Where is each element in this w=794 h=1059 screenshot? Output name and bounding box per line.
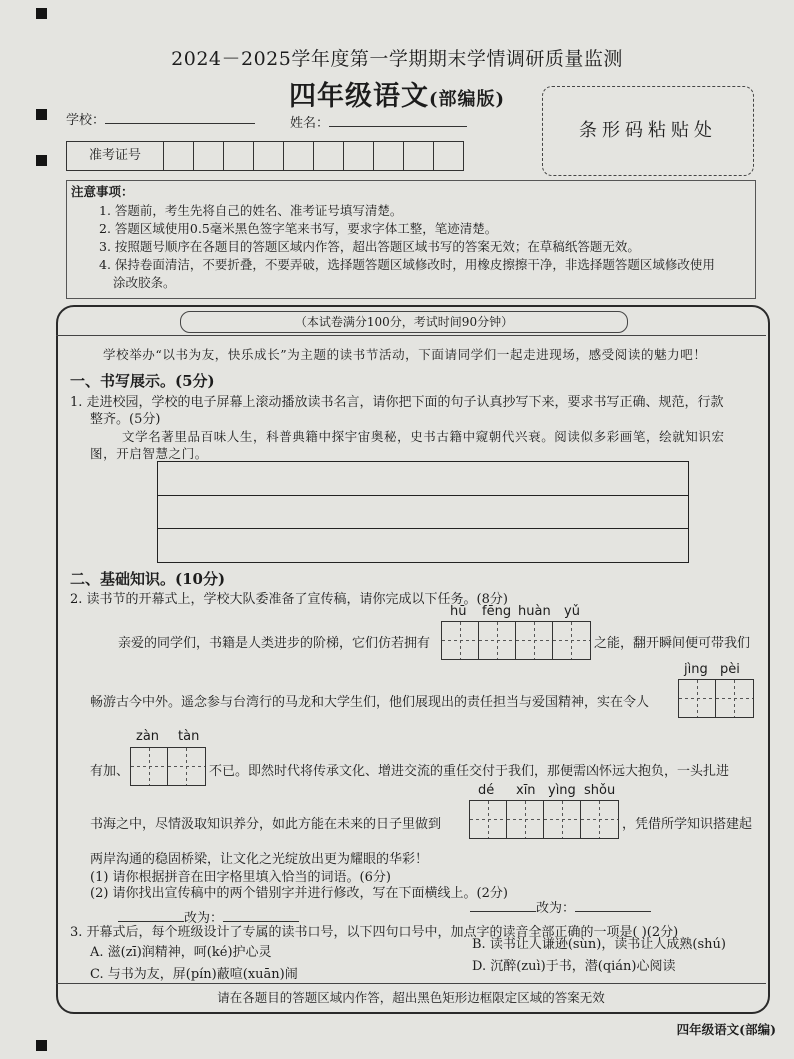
pinyin: fēng <box>482 604 512 619</box>
divider <box>56 335 766 336</box>
paragraph-text: ，凭借所学知识搭建起 <box>622 817 753 832</box>
sub-question: (2) 请你找出宣传稿中的两个错别字并进行修改，写在下面横线上。(2分) <box>90 886 508 901</box>
paragraph-text: 有加、 <box>90 764 130 779</box>
divider <box>56 983 766 984</box>
option-b[interactable]: B. 读书让人谦逊(sùn)，读书让人成熟(shú) <box>472 937 726 952</box>
paragraph-text: 两岸沟通的稳固桥梁，让文化之光绽放出更为耀眼的华彩！ <box>90 852 429 867</box>
pinyin: xīn <box>516 783 536 798</box>
registration-mark <box>36 155 47 166</box>
exam-title: 2024－2025学年度第一学期期末学情调研质量监测 <box>171 48 623 70</box>
tianzige-grid[interactable] <box>441 621 591 660</box>
school-field[interactable] <box>66 109 255 128</box>
option-c[interactable]: C. 与书为友，屏(pín)蔽喧(xuān)闹 <box>90 967 298 982</box>
intro-text: 学校举办“以书为友，快乐成长”为主题的读书节活动，下面请同学们一起走进现场，感受阅读的魅力吧！ <box>103 347 707 362</box>
tianzige-grid[interactable] <box>469 800 619 839</box>
notice-item: 3. 按照题号顺序在各题目的答题区域内作答，超出答题区域书写的答案无效；在草稿纸答题无效。 <box>99 239 640 254</box>
paragraph-text: 亲爱的同学们，书籍是人类进步的阶梯，它们仿若拥有 <box>118 636 431 651</box>
change-label: 改为： <box>536 901 576 916</box>
notice-item: 4. 保持卷面清洁，不要折叠，不要弄破，选择题答题区域修改时，用橡皮擦擦干净，非选择题答题区域修改使用 <box>99 257 715 272</box>
paragraph-text: 书海之中，尽情汲取知识养分，如此方能在未来的日子里做到 <box>90 817 442 832</box>
notice-item: 2. 答题区域使用0.5毫米黑色签字笔来书写，要求字体工整，笔迹清楚。 <box>99 221 498 236</box>
pinyin: zàn <box>136 729 160 744</box>
q1-text: 整齐。(5分) <box>90 412 161 427</box>
footer-warning: 请在各题目的答题区域内作答，超出黑色矩形边框限定区域的答案无效 <box>217 990 605 1005</box>
q3-text: 3. 开幕式后，每个班级设计了专属的读书口号，以下四句口号中，加点字的读音全部正确的一项是( )(2分) <box>70 925 679 940</box>
notice-title: 注意事项： <box>71 184 134 199</box>
name-field[interactable] <box>290 112 467 131</box>
option-d[interactable]: D. 沉醉(zuì)于书，潜(qián)心阅读 <box>472 959 676 974</box>
q2-intro: 2. 读书节的开幕式上，学校大队委准备了宣传稿，请你完成以下任务。(8分) <box>70 592 508 607</box>
correction-line[interactable] <box>470 897 651 916</box>
paragraph-text: 之能，翻开瞬间便可带我们 <box>594 636 751 651</box>
paragraph-text: 畅游古今中外。遥念参与台湾行的马龙和大学生们，他们展现出的责任担当与爱国精神，实在令人 <box>90 695 650 710</box>
pinyin: huàn <box>518 604 551 619</box>
pinyin: yǔ <box>564 604 580 619</box>
pinyin: yìng <box>548 783 576 798</box>
quote-text: 图，开启智慧之门。 <box>90 446 208 461</box>
option-a[interactable]: A. 滋(zī)润精神，呵(ké)护心灵 <box>90 945 272 960</box>
tianzige-grid[interactable] <box>130 747 206 786</box>
registration-mark <box>36 8 47 19</box>
tianzige-grid[interactable] <box>678 679 754 718</box>
name-label: 姓名： <box>290 116 330 131</box>
notice-item: 涂改胶条。 <box>113 275 176 290</box>
pinyin: jìng <box>684 662 708 677</box>
notice-box <box>66 180 756 299</box>
registration-mark <box>36 1040 47 1051</box>
pinyin: dé <box>478 783 495 798</box>
pinyin: hū <box>450 604 467 619</box>
quote-text: 文学名著里品百味人生，科普典籍中探宇宙奥秘，史书古籍中窥朝代兴衰。阅读似多彩画笔，绘就知识宏 <box>122 429 725 444</box>
pinyin: pèi <box>720 662 740 677</box>
school-label: 学校： <box>66 113 106 128</box>
exam-id-boxes[interactable] <box>66 141 464 171</box>
paragraph-text: 不已。即然时代将传承文化、增进交流的重任交付于我们，那便需凶怀远大抱负，一头扎进 <box>209 764 730 779</box>
subject-title: 四年级语文(部编版) <box>288 81 506 112</box>
exam-info: （本试卷满分100分，考试时间90分钟） <box>180 311 628 333</box>
section-2-title: 二、基础知识。(10分) <box>70 570 226 588</box>
exam-id-label: 准考证号 <box>67 142 164 170</box>
section-1-title: 一、书写展示。(5分) <box>70 372 215 390</box>
sub-question: (1) 请你根据拼音在田字格里填入恰当的词语。(6分) <box>90 870 391 885</box>
change-label: 改为： <box>184 911 224 926</box>
notice-item: 1. 答题前，考生先将自己的姓名、准考证号填写清楚。 <box>99 203 403 218</box>
pinyin: shǒu <box>584 783 616 798</box>
page-corner-label: 四年级语文(部编) <box>676 1022 776 1037</box>
pinyin: tàn <box>178 729 200 744</box>
barcode-area: 条形码粘贴处 <box>542 86 754 176</box>
handwriting-box[interactable] <box>157 461 689 563</box>
q1-text: 1. 走进校园，学校的电子屏幕上滚动播放读书名言，请你把下面的句子认真抄写下来，要求书写正确、规范，行款 <box>70 395 724 410</box>
